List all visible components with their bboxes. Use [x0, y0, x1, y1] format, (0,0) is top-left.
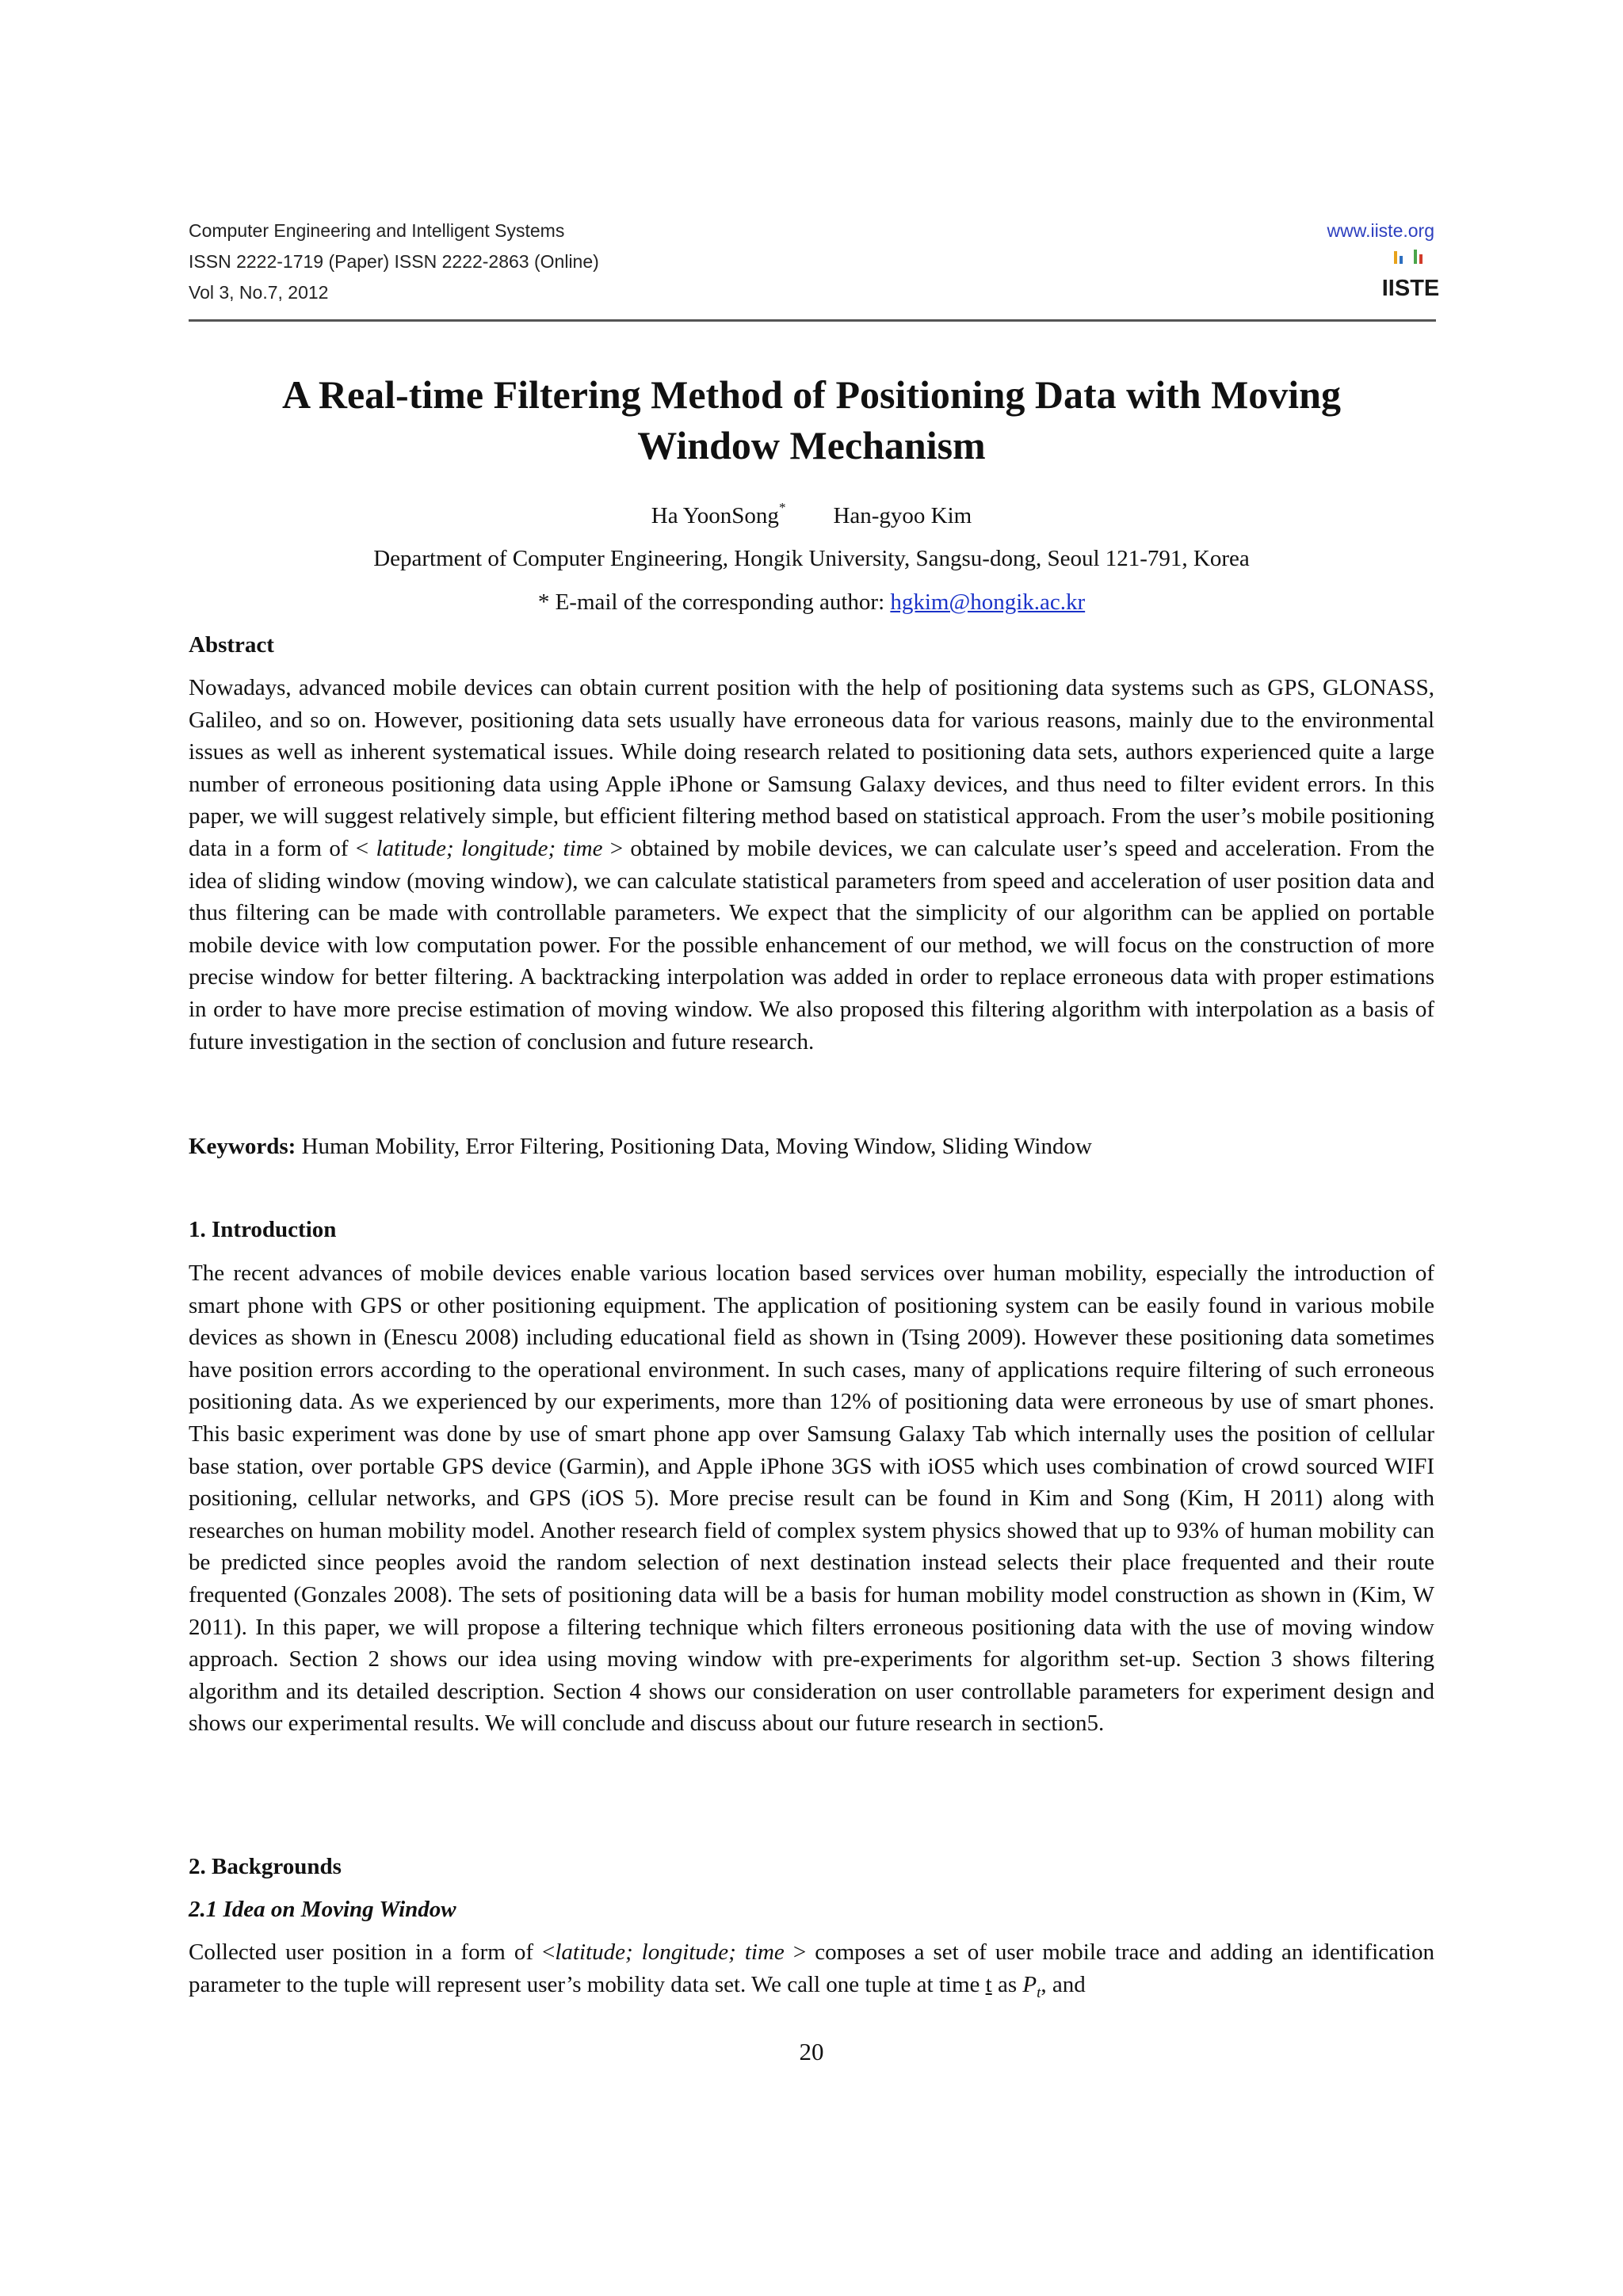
- journal-url[interactable]: www.iiste.org: [1327, 220, 1434, 241]
- email-link[interactable]: hgkim@hongik.ac.kr: [890, 589, 1086, 615]
- author-1: Ha YoonSong: [651, 503, 779, 528]
- abstract-tuple: latitude; longitude; time: [376, 835, 603, 861]
- tuple-symbol-subscript: t: [1037, 1984, 1041, 2001]
- bg-tuple: latitude; longitude; time: [555, 1939, 785, 1965]
- running-header: [189, 215, 599, 308]
- abstract-heading: Abstract: [189, 632, 274, 658]
- abstract-text-2: > obtained by mobile devices, we can calculate user’s speed and acceleration. From the idea of sliding window (moving window), we can calculate statistical parameters from speed and acceleration of user position data and thus filtering can be made with controllable parameters. We expect that the simplicity of our algorithm can be applied on portable mobile device with low computation power. For the possible enhancement of our method, we will focus on the construction of more precise window for better filtering. A backtracking interpolation was added in order to replace erroneous data with proper estimations in order to have more precise estimation of moving window. We also proposed this filtering algorithm with interpolation as a basis of future investigation in the section of conclusion and future research.: [189, 835, 1434, 1055]
- corresponding-email: [189, 586, 1434, 618]
- title-line-2: Window Mechanism: [637, 423, 986, 467]
- email-prefix: * E-mail of the corresponding author:: [537, 589, 891, 615]
- paper-title: [189, 369, 1434, 471]
- bg-text-2: > composes a set of user mobile trace and adding an identification parameter to the tuple will represent user’s mobility data set. We call one tuple at time: [189, 1939, 1434, 1997]
- bg-text-3: as: [991, 1971, 1023, 1997]
- logo-text: IISTE: [1381, 276, 1440, 301]
- intro-body: The recent advances of mobile devices enable various location based services over human mobility, especially the introduction of smart phone with GPS or other positioning equipment. The application of positioning system can be easily found in various mobile devices as shown in (Enescu 2008) including educational field as shown in (Tsing 2009). However these positioning data sometimes have position errors according to the operational environment. In such cases, many of applications require filtering of such erroneous positioning data. As we experienced by our experiments, more than 12% of positioning data were erroneous by use of smart phones. This basic experiment was done by use of smart phone app over Samsung Galaxy Tab which internally uses the position of cellular base station, over portable GPS device (Garmin), and Apple iPhone 3GS with iOS5 which uses combination of crowd sourced WIFI positioning, cellular networks, and GPS (iOS 5). More precise result can be found in Kim and Song (Kim, H 2011) along with researches on human mobility model. Another research field of complex system physics showed that up to 93% of human mobility can be predicted since peoples avoid the random selection of next destination instead selects their place frequented and their route frequented (Gonzales 2008). The sets of positioning data will be a basis for human mobility model construction as shown in (Kim, W 2011). In this paper, we will propose a filtering technique which filters erroneous positioning data with the use of moving window approach. Section 2 shows our idea using moving window with pre-experiments for algorithm set-up. Section 3 shows filtering algorithm and its detailed description. Section 4 shows our consideration on user controllable parameters for experiment design and shows our experimental results. We will conclude and discuss about our future research in section5.: [189, 1261, 1434, 1737]
- author-2: Han-gyoo Kim: [833, 503, 972, 528]
- iiste-logo: [1381, 246, 1440, 302]
- page-number: 20: [799, 2038, 824, 2065]
- issn-line: ISSN 2222-1719 (Paper) ISSN 2222-2863 (Online): [189, 251, 599, 272]
- intro-heading: 1. Introduction: [189, 1217, 337, 1242]
- bg-text-1: Collected user position in a form of <: [189, 1939, 556, 1965]
- corresponding-mark: *: [778, 500, 786, 515]
- author-list: [189, 500, 1434, 532]
- tuple-symbol-base: P: [1022, 1971, 1037, 1997]
- tuple-symbol: [1022, 1971, 1041, 2001]
- backgrounds-body: [189, 1936, 1434, 2009]
- header-divider: [189, 319, 1436, 322]
- bg-text-4: , and: [1041, 1971, 1086, 1997]
- time-variable: t: [985, 1971, 992, 1997]
- keywords-label: Keywords:: [189, 1134, 296, 1159]
- title-line-1: A Real-time Filtering Method of Positioning Data with Moving: [282, 372, 1341, 417]
- subsection-heading: 2.1 Idea on Moving Window: [189, 1897, 456, 1922]
- backgrounds-heading: 2. Backgrounds: [189, 1854, 342, 1879]
- abstract-text-1: Nowadays, advanced mobile devices can obtain current position with the help of positioning data systems such as GPS, GLONASS, Galileo, and so on. However, positioning data sets usually have erroneous data for various reasons, mainly due to the environmental issues as well as inherent systematical issues. While doing research related to positioning data sets, authors experienced quite a large number of erroneous positioning data using Apple iPhone or Samsung Galaxy devices, and thus need to filter evident errors. In this paper, we will suggest relatively simple, but efficient filtering method based on statistical approach. From the user’s mobile positioning data in a form of <: [189, 675, 1434, 861]
- affiliation: Department of Computer Engineering, Hongik University, Sangsu-dong, Seoul 121-791, Korea: [373, 546, 1250, 571]
- keywords: [189, 1131, 1092, 1162]
- keywords-text: Human Mobility, Error Filtering, Positioning Data, Moving Window, Sliding Window: [296, 1134, 1092, 1159]
- abstract-body: [189, 672, 1434, 1058]
- journal-name: Computer Engineering and Intelligent Systems: [189, 220, 565, 241]
- volume-line: Vol 3, No.7, 2012: [189, 282, 329, 303]
